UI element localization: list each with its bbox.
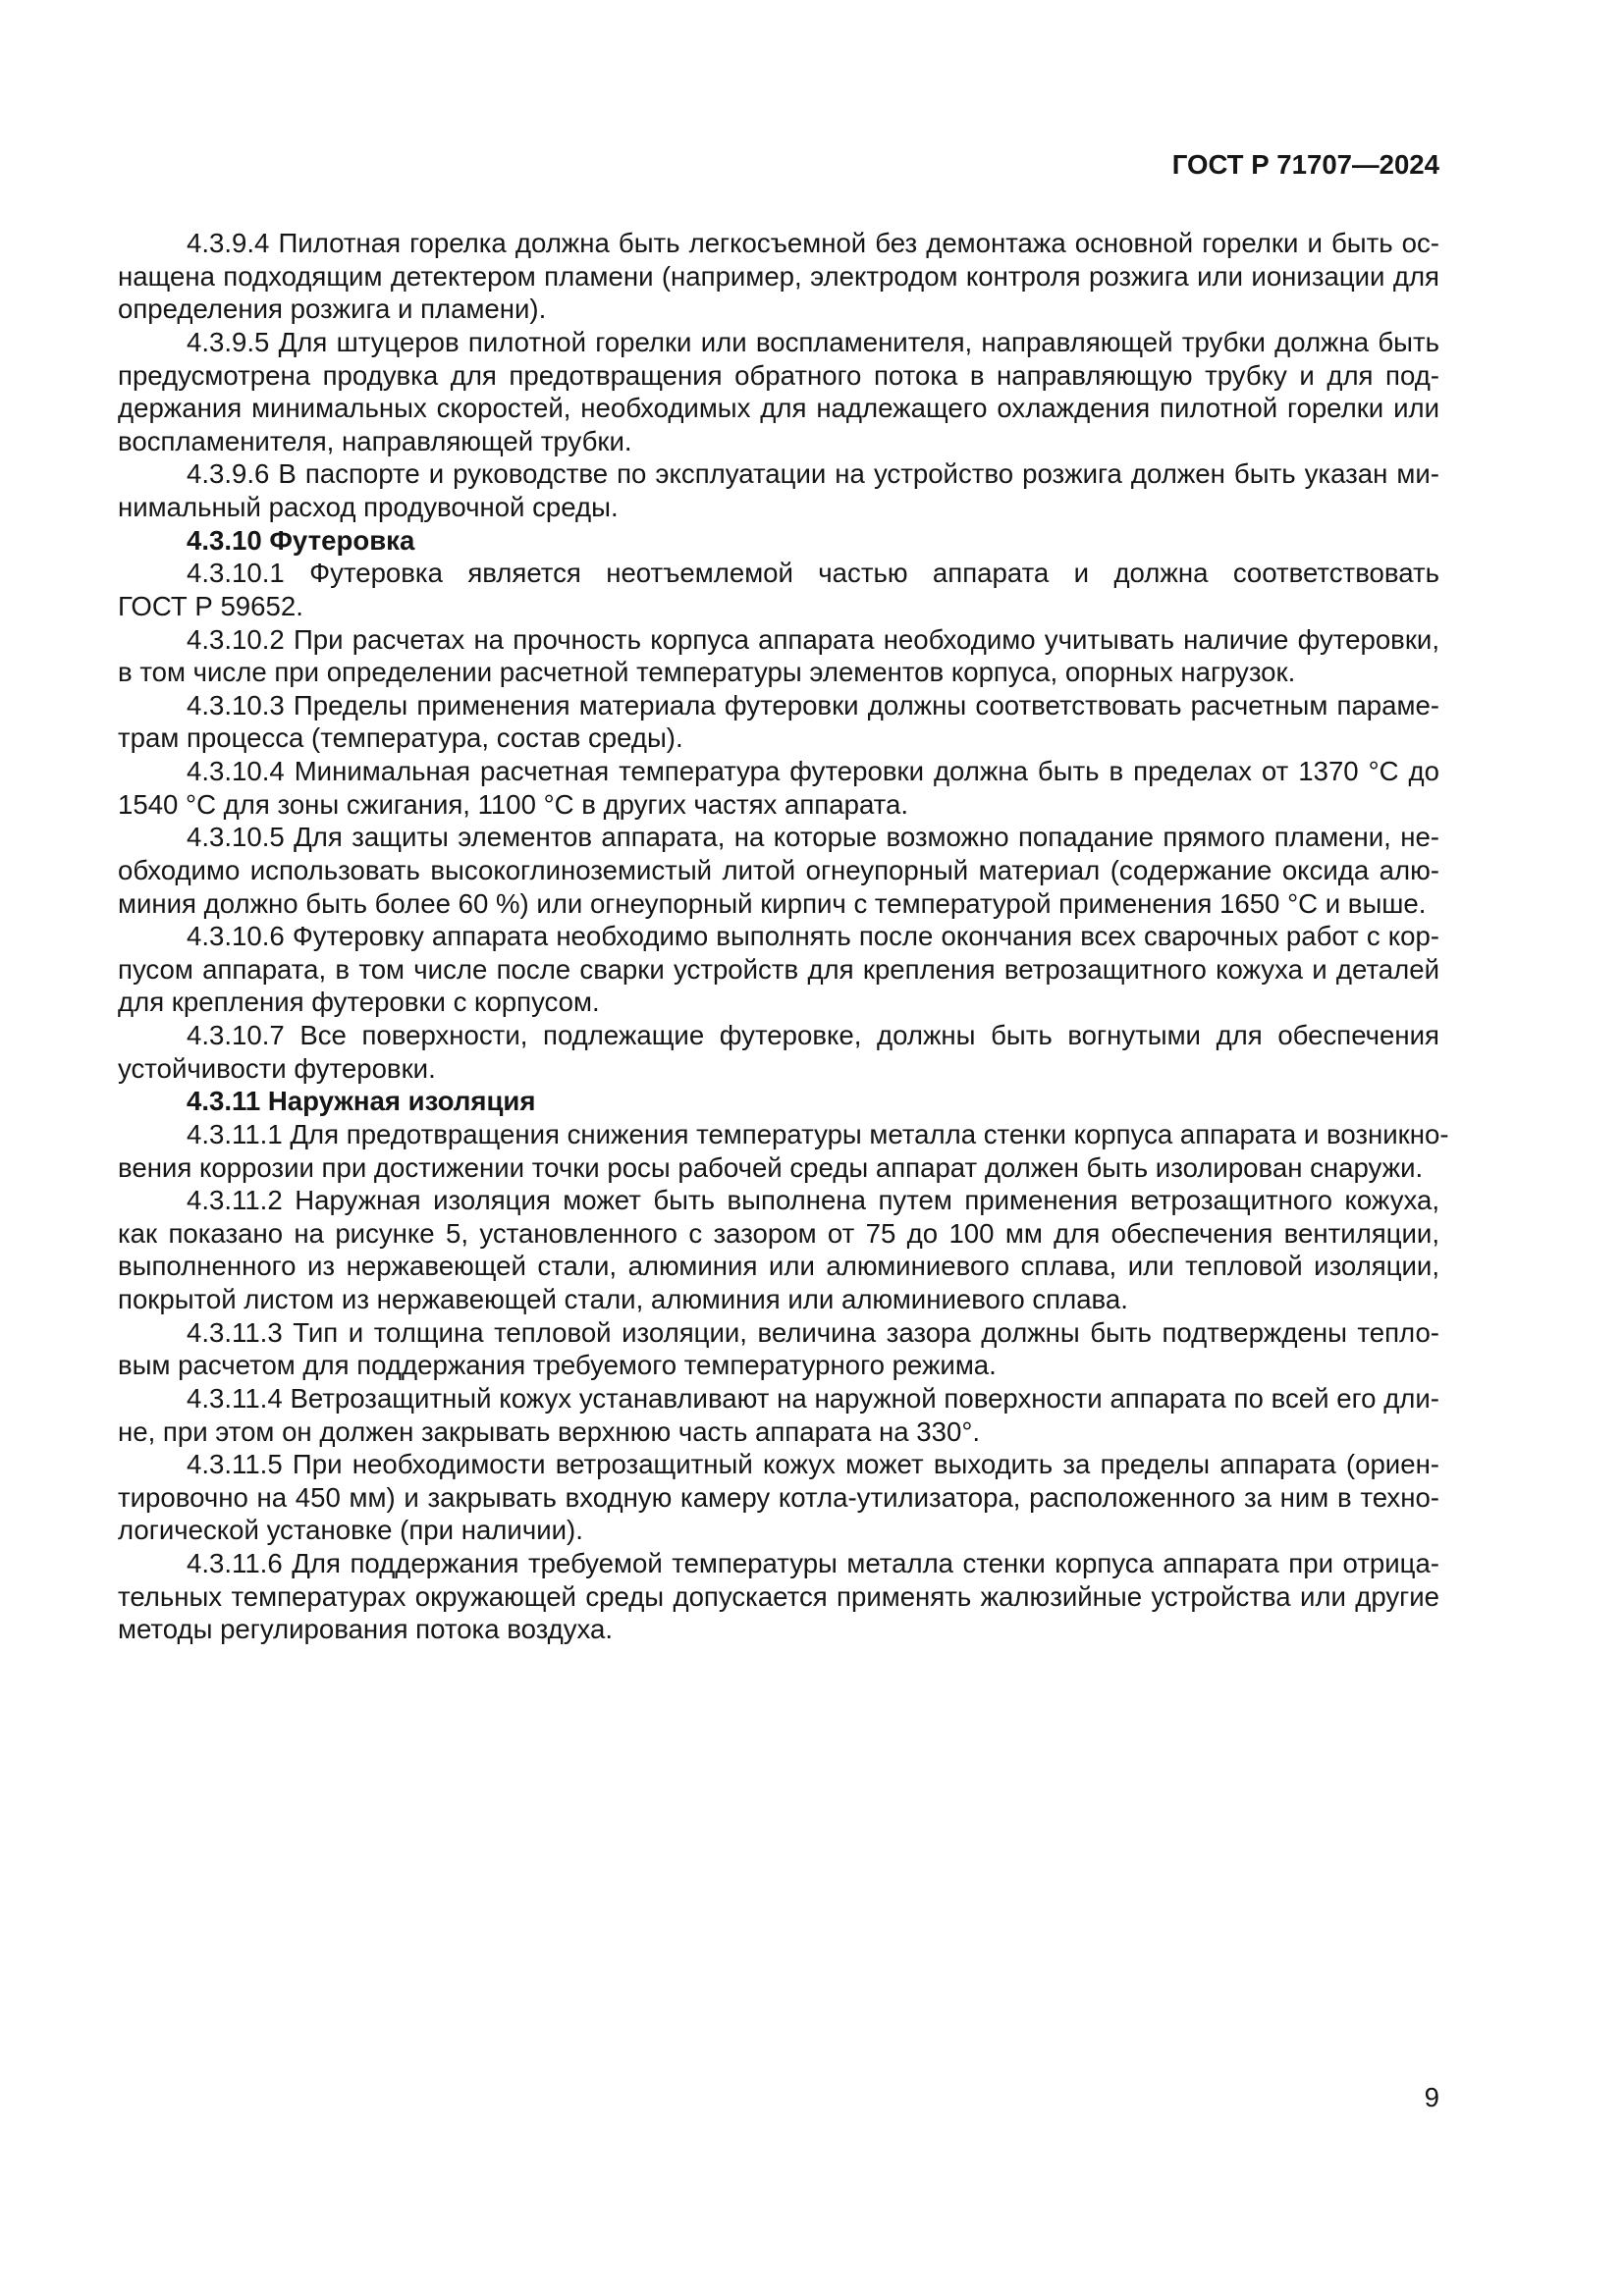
paragraph-line: 4.3.10.2 При расчетах на прочность корпуса аппарата необходимо учитывать наличие футеровки, [187,623,1439,655]
document-designation: ГОСТ Р 71707—2024 [1171,149,1439,180]
paragraph-line: 4.3.10.7 Все поверхности, подлежащие футеровке, должны быть вогнутыми для обеспечения [187,1020,1439,1050]
paragraph-4-3-11-4 [118,1382,1439,1448]
paragraph-line: 1540 °С для зоны сжигания, 1100 °С в других частях аппарата. [118,788,909,820]
paragraph-4-3-9-6 [118,457,1439,523]
paragraph-4-3-10-2 [118,623,1439,689]
paragraph-line: 4.3.10.6 Футеровку аппарата необходимо выполнять после окончания всех сварочных работ с кор- [187,921,1439,952]
paragraph-line: тельных температурах окружающей среды допускается применять жалюзийные устройства или другие [118,1580,1439,1612]
paragraph-line: 4.3.10.1 Футеровка является неотъемлемой частью аппарата и должна соответствовать [187,558,1439,589]
paragraph-line: 4.3.9.5 Для штуцеров пилотной горелки или воспламенителя, направляющей трубки должна быть [187,326,1439,357]
paragraph-line: 4.3.9.4 Пилотная горелка должна быть легкосъемной без демонтажа основной горелки и быть ос- [187,228,1439,258]
paragraph-line: 4.3.11.4 Ветрозащитный кожух устанавливают на наружной поверхности аппарата по всей его дли- [187,1382,1439,1414]
paragraph-line: вым расчетом для поддержания требуемого температурного режима. [118,1350,997,1381]
document-body [118,227,1449,1646]
paragraph-4-3-10-5 [118,821,1439,920]
paragraph-line: 4.3.11.5 При необходимости ветрозащитный кожух может выходить за пределы аппарата (ориен- [187,1449,1439,1480]
paragraph-line: для крепления футеровки с корпусом. [118,987,600,1018]
paragraph-line: 4.3.9.6 В паспорте и руководстве по эксплуатации на устройство розжига должен быть указан ми- [187,458,1439,490]
paragraph-line: логической установке (при наличии). [118,1515,583,1546]
paragraph-4-3-10-1 [118,557,1439,622]
paragraph-4-3-10-6 [118,920,1439,1019]
paragraph-line: определения розжига и пламени). [118,294,547,325]
paragraph-line: 4.3.11.2 Наружная изоляция может быть выполнена путем применения ветрозащитного кожуха, [187,1185,1439,1216]
paragraph-line: 4.3.10.4 Минимальная расчетная температура футеровки должна быть в пределах от 1370 °С до [187,756,1439,786]
paragraph-line: нащена подходящим детектером пламени (например, электродом контроля розжига или ионизации для [118,260,1439,292]
paragraph-line: устойчивости футеровки. [118,1052,436,1084]
paragraph-4-3-11-5 [118,1448,1439,1547]
paragraph-line: 4.3.11.6 Для поддержания требуемой температуры металла стенки корпуса аппарата при отрица- [187,1548,1439,1578]
paragraph-line: миния должно быть более 60 %) или огнеупорный кирпич с температурой применения 1650 °С и выше. [118,887,1427,919]
paragraph-line: пусом аппарата, в том числе после сварки устройств для крепления ветрозащитного кожуха и деталей [118,953,1439,985]
clause-heading: 4.3.10 Футеровка [187,524,415,556]
paragraph-4-3-10-7 [118,1019,1439,1085]
paragraph-line: покрытой листом из нержавеющей стали, алюминия или алюминиевого сплава. [118,1284,1128,1314]
paragraph-line: держания минимальных скоростей, необходимых для надлежащего охлаждения пилотной горелки или [118,393,1439,424]
paragraph-line: методы регулирования потока воздуха. [118,1614,614,1645]
paragraph-line: предусмотрена продувка для предотвращения обратного потока в направляющую трубку и для под- [118,359,1439,391]
paragraph-line: нимальный расход продувочной среды. [118,492,619,522]
paragraph-line: вения коррозии при достижении точки росы рабочей среды аппарат должен быть изолирован снаружи. [118,1151,1424,1183]
paragraph-line: воспламенителя, направляющей трубки. [118,425,632,456]
clause-4-3-10 [118,524,1439,1086]
paragraph-4-3-11-3 [118,1316,1439,1382]
paragraph-line: ГОСТ Р 59652. [118,590,303,621]
paragraph-line: в том числе при определении расчетной температуры элементов корпуса, опорных нагрузок. [118,657,1296,688]
paragraph-line: 4.3.11.1 Для предотвращения снижения температуры металла стенки корпуса аппарата и возникно- [187,1118,1449,1149]
paragraph-4-3-9-4 [118,227,1439,326]
page-number: 9 [1424,2082,1439,2112]
paragraph-4-3-11-2 [118,1184,1439,1316]
paragraph-line: трам процесса (температура, состав среды). [118,722,683,754]
paragraph-line: 4.3.10.3 Пределы применения материала футеровки должны соответствовать расчетным параме- [187,689,1439,721]
paragraph-line: обходимо использовать высокоглиноземистый литой огнеупорный материал (содержание оксида алю- [118,854,1439,885]
paragraph-line: как показано на рисунке 5, установленного с зазором от 75 до 100 мм для обеспечения вентиляции, [118,1217,1439,1249]
clause-heading: 4.3.11 Наружная изоляция [187,1086,536,1117]
paragraph-4-3-11-1 [118,1118,1449,1184]
paragraph-line: не, при этом он должен закрывать верхнюю часть аппарата на 330°. [118,1415,981,1447]
clause-4-3-11 [118,1085,1449,1646]
paragraph-line: выполненного из нержавеющей стали, алюминия или алюминиевого сплава, или тепловой изоляции, [118,1251,1439,1282]
clause-4-3-9 [118,227,1439,524]
paragraph-4-3-10-4 [118,755,1439,821]
paragraph-line: 4.3.10.5 Для защиты элементов аппарата, на которые возможно попадание прямого пламени, не- [187,822,1439,853]
paragraph-4-3-9-5 [118,326,1439,458]
paragraph-4-3-11-6 [118,1547,1439,1646]
paragraph-4-3-10-3 [118,689,1439,755]
paragraph-line: 4.3.11.3 Тип и толщина тепловой изоляции, величина зазора должны быть подтверждены тепло- [187,1316,1439,1348]
paragraph-line: тировочно на 450 мм) и закрывать входную камеру котла-утилизатора, расположенного за ним в техно- [118,1481,1439,1513]
